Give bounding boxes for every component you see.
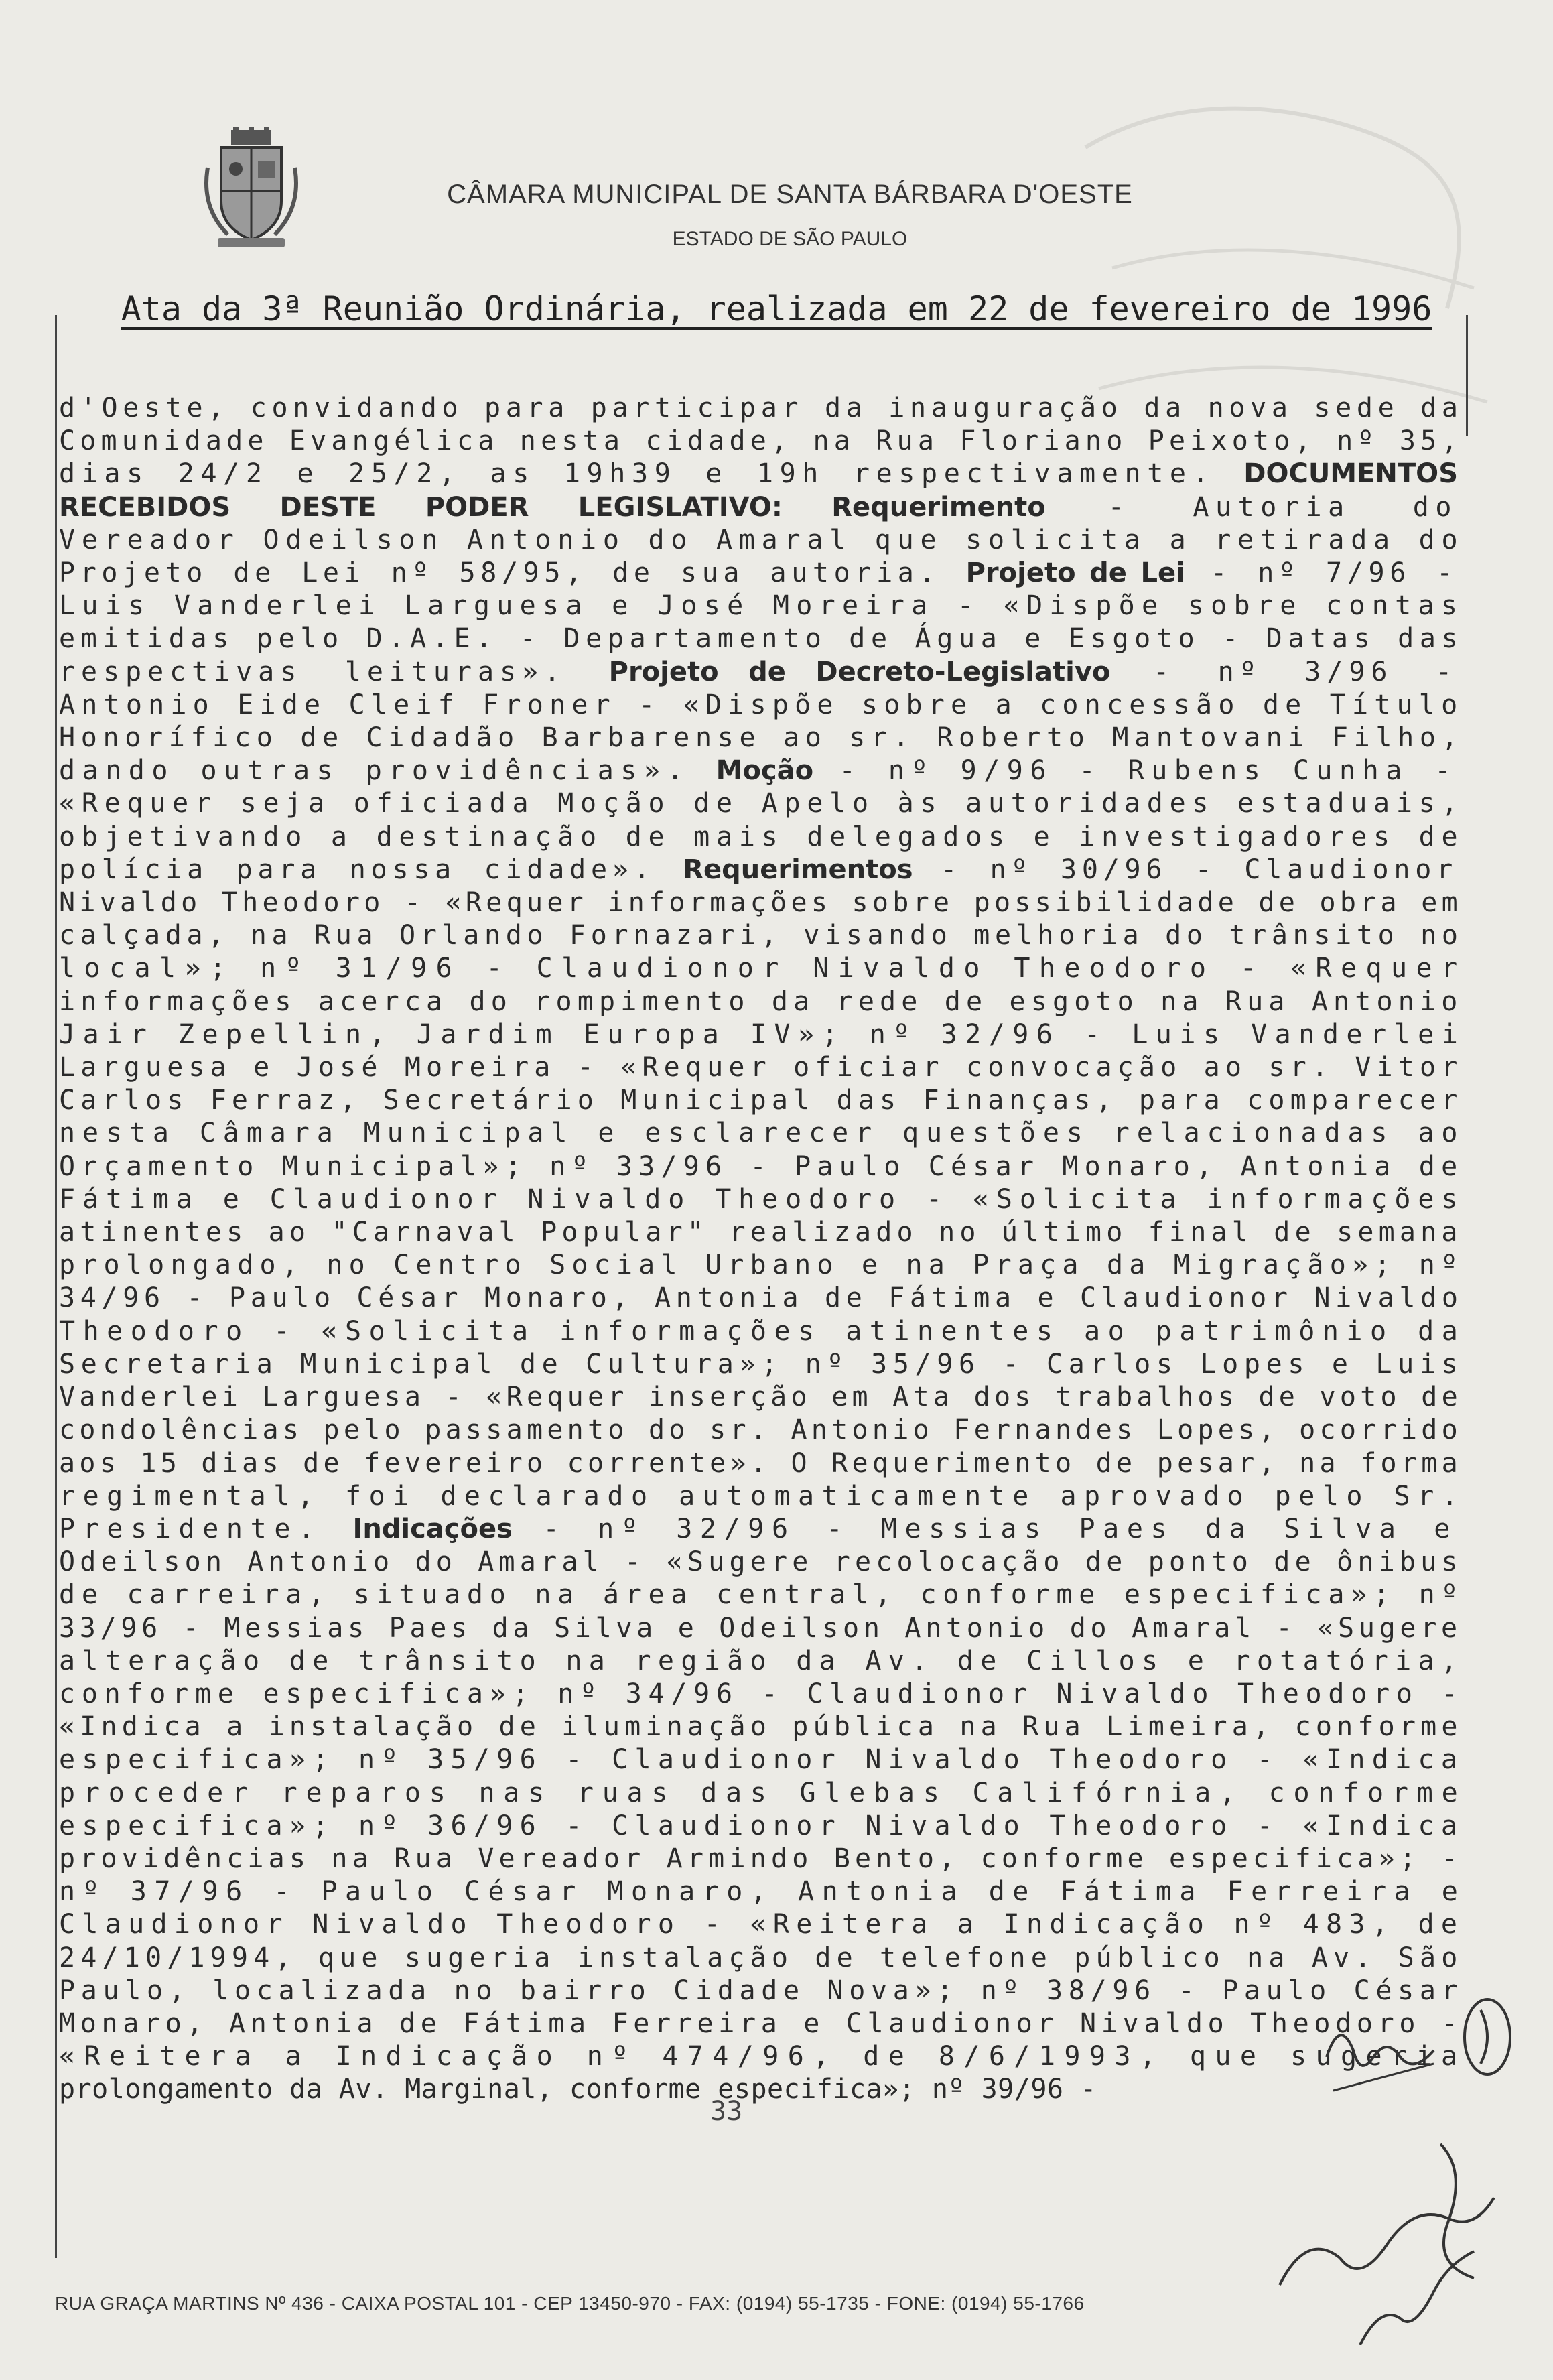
chamber-name: CÂMARA MUNICIPAL DE SANTA BÁRBARA D'OESTE bbox=[447, 180, 1133, 209]
minutes-text: Carlos Ferraz, Secretário Municipal das Finanças, para comparecer bbox=[59, 1085, 1463, 1116]
minutes-line bbox=[59, 1908, 1465, 1941]
minutes-line bbox=[59, 1216, 1463, 1249]
minutes-body bbox=[59, 392, 1467, 2107]
minutes-line bbox=[59, 1875, 1466, 1908]
minutes-text: regimental, foi declarado automaticamente aprovado pelo Sr. bbox=[59, 1480, 1466, 1512]
minutes-text: - nº 3/96 - bbox=[1110, 656, 1458, 687]
minutes-text: atinentes ao "Carnaval Popular" realizado no último final de semana bbox=[59, 1217, 1463, 1248]
bold-section-heading: RECEBIDOS DESTE PODER LEGISLATIVO: Requerimento bbox=[59, 491, 1046, 523]
minutes-text: - nº 30/96 - Claudionor bbox=[913, 854, 1459, 885]
minutes-line bbox=[59, 1282, 1463, 1315]
minutes-line bbox=[59, 1579, 1465, 1611]
minutes-text: 33/96 - Messias Paes da Silva e Odeilson Antonio do Amaral - «Sugere bbox=[59, 1612, 1462, 1644]
minutes-line bbox=[59, 1249, 1464, 1282]
minutes-line bbox=[59, 1743, 1465, 1776]
bold-section-heading: Projeto de Lei bbox=[965, 557, 1185, 589]
minutes-line bbox=[59, 1777, 1467, 1810]
minutes-text: Luis Vanderlei Larguesa e José Moreira - «Dispõe sobre contas bbox=[59, 590, 1465, 622]
minutes-text: - nº 9/96 - Rubens Cunha - bbox=[813, 755, 1458, 787]
bold-section-heading: Projeto de Decreto-Legislativo bbox=[608, 656, 1111, 687]
minutes-text: especifica»; nº 36/96 - Claudionor Nivaldo Theodoro - «Indica bbox=[59, 1810, 1465, 1841]
minutes-text: Honorífico de Cidadão Barbarense ao sr. Roberto Mantovani Filho, bbox=[59, 722, 1464, 754]
footer-address: RUA GRAÇA MARTINS Nº 436 - CAIXA POSTAL 101 - CEP 13450-970 - FAX: (0194) 55-1735 - FONE: (0194) 55-1766 bbox=[55, 2293, 1085, 2314]
minutes-text: «Reitera a Indicação nº 474/96, de 8/6/1993, que sugeria bbox=[59, 2041, 1467, 2072]
minutes-text: especifica»; nº 35/96 - Claudionor Nivaldo Theodoro - «Indica bbox=[59, 1744, 1465, 1776]
minutes-line bbox=[59, 1810, 1465, 1843]
minutes-text: providências na Rua Vereador Armindo Bento, conforme especifica»; - bbox=[59, 1843, 1463, 1874]
minutes-line bbox=[59, 1612, 1462, 1645]
minutes-text: Theodoro - «Solicita informações atinentes ao patrimônio da bbox=[59, 1315, 1466, 1347]
minutes-line bbox=[59, 689, 1464, 722]
bold-section-heading: Requerimentos bbox=[683, 854, 913, 885]
minutes-line bbox=[59, 886, 1462, 919]
right-margin-rule bbox=[1466, 315, 1468, 436]
bold-section-heading: Indicações bbox=[352, 1513, 513, 1544]
minutes-text: Orçamento Municipal»; nº 33/96 - Paulo César Monaro, Antonia de bbox=[59, 1150, 1464, 1182]
minutes-text: de carreira, situado na área central, conforme especifica»; nº bbox=[59, 1579, 1465, 1611]
minutes-text: polícia para nossa cidade». bbox=[59, 854, 683, 885]
minutes-line bbox=[59, 1645, 1465, 1678]
minutes-title: Ata da 3ª Reunião Ordinária, realizada em 22 de fevereiro de 1996 bbox=[121, 289, 1432, 328]
minutes-text: local»; nº 31/96 - Claudionor Nivaldo Theodoro - «Requer bbox=[59, 953, 1467, 984]
minutes-line bbox=[59, 952, 1467, 985]
minutes-text: Larguesa e José Moreira - «Requer oficiar convocação ao sr. Vitor bbox=[59, 1052, 1463, 1083]
minutes-text: condolências pelo passamento do sr. Antonio Fernandes Lopes, ocorrido bbox=[59, 1414, 1462, 1446]
minutes-text: prolongado, no Centro Social Urbano e na Praça da Migração»; nº bbox=[59, 1250, 1464, 1281]
minutes-line bbox=[59, 590, 1465, 622]
minutes-text: - nº 7/96 - bbox=[1185, 557, 1459, 589]
minutes-text: objetivando a destinação de mais delegados e investigadores de bbox=[59, 821, 1465, 852]
left-margin-rule bbox=[55, 315, 57, 2258]
minutes-text: nº 37/96 - Paulo César Monaro, Antonia de Fátima Ferreira e bbox=[59, 1876, 1466, 1908]
minutes-text: «Requer seja oficiada Moção de Apelo às autoridades estaduais, bbox=[59, 788, 1465, 819]
minutes-line bbox=[59, 1480, 1466, 1513]
minutes-line bbox=[59, 1051, 1463, 1084]
minutes-text: prolongamento da Av. Marginal, conforme especifica»; nº 39/96 - bbox=[59, 2074, 1097, 2105]
minutes-line bbox=[59, 1711, 1463, 1743]
minutes-line bbox=[59, 722, 1464, 754]
minutes-line bbox=[59, 919, 1463, 952]
minutes-text: aos 15 dias de fevereiro corrente». O Requerimento de pesar, na forma bbox=[59, 1447, 1462, 1479]
minutes-line bbox=[59, 1018, 1466, 1051]
minutes-line bbox=[59, 1315, 1466, 1348]
minutes-text: calçada, na Rua Orlando Fornazari, visando melhoria do trânsito no bbox=[59, 920, 1463, 951]
minutes-line bbox=[59, 1381, 1462, 1414]
handwritten-signatures bbox=[1239, 1943, 1521, 2345]
minutes-text: alteração de trânsito na região da Av. de Cillos e rotatória, bbox=[59, 1645, 1465, 1676]
minutes-line bbox=[59, 1678, 1465, 1711]
minutes-text: Jair Zepellin, Jardim Europa IV»; nº 32/96 - Luis Vanderlei bbox=[59, 1018, 1466, 1050]
page-number: 33 bbox=[710, 2096, 743, 2127]
minutes-text: Claudionor Nivaldo Theodoro - «Reitera a Indicação nº 483, de bbox=[59, 1909, 1465, 1940]
minutes-line bbox=[59, 1183, 1465, 1216]
state-name: ESTADO DE SÃO PAULO bbox=[672, 228, 908, 250]
minutes-line bbox=[59, 1414, 1462, 1447]
minutes-line bbox=[59, 458, 1458, 490]
minutes-text: proceder reparos nas ruas das Glebas Califórnia, conforme bbox=[59, 1777, 1467, 1808]
minutes-line bbox=[59, 557, 1458, 590]
minutes-line bbox=[59, 754, 1458, 787]
minutes-text: dias 24/2 e 25/2, as 19h39 e 19h respectivamente. bbox=[59, 458, 1244, 490]
minutes-text: informações acerca do rompimento da rede de esgoto na Rua Antonio bbox=[59, 986, 1463, 1017]
minutes-line bbox=[59, 1513, 1458, 1546]
minutes-text: Monaro, Antonia de Fátima Ferreira e Claudionor Nivaldo Theodoro - bbox=[59, 2007, 1463, 2039]
minutes-line bbox=[59, 787, 1465, 820]
minutes-line bbox=[59, 524, 1465, 557]
bold-section-heading: Moção bbox=[716, 755, 814, 787]
minutes-text: Vereador Odeilson Antonio do Amaral que solicita a retirada do bbox=[59, 524, 1465, 555]
minutes-text: dando outras providências». bbox=[59, 755, 716, 787]
minutes-text: nesta Câmara Municipal e esclarecer questões relacionadas ao bbox=[59, 1118, 1465, 1149]
minutes-line bbox=[59, 425, 1463, 458]
minutes-text: d'Oeste, convidando para participar da inauguração da nova sede da bbox=[59, 393, 1463, 423]
minutes-text: 24/10/1994, que sugeria instalação de telefone público na Av. São bbox=[59, 1942, 1463, 1973]
minutes-line bbox=[59, 1447, 1462, 1480]
minutes-text: 34/96 - Paulo César Monaro, Antonia de Fátima e Claudionor Nivaldo bbox=[59, 1282, 1463, 1314]
minutes-line bbox=[59, 392, 1463, 425]
minutes-line bbox=[59, 854, 1458, 886]
minutes-line bbox=[59, 1843, 1463, 1875]
minutes-text: Projeto de Lei nº 58/95, de sua autoria. bbox=[59, 557, 966, 589]
minutes-text: Secretaria Municipal de Cultura»; nº 35/96 - Carlos Lopes e Luis bbox=[59, 1348, 1464, 1380]
minutes-line bbox=[59, 1546, 1463, 1579]
minutes-text: - Autoria do bbox=[1045, 491, 1459, 523]
minutes-text: emitidas pelo D.A.E. - Departamento de Água e Esgoto - Datas das bbox=[59, 623, 1464, 655]
minutes-text: conforme especifica»; nº 34/96 - Claudionor Nivaldo Theodoro - bbox=[59, 1678, 1465, 1709]
bold-section-heading: DOCUMENTOS bbox=[1243, 458, 1458, 490]
minutes-text: Nivaldo Theodoro - «Requer informações sobre possibilidade de obra em bbox=[59, 887, 1462, 919]
minutes-text: Presidente. bbox=[59, 1513, 353, 1544]
minutes-line bbox=[59, 1117, 1465, 1150]
minutes-text: Odeilson Antonio do Amaral - «Sugere recolocação de ponto de ônibus bbox=[59, 1546, 1463, 1578]
minutes-text: «Indica a instalação de iluminação pública na Rua Limeira, conforme bbox=[59, 1711, 1463, 1743]
minutes-line bbox=[59, 821, 1465, 854]
minutes-line bbox=[59, 1150, 1464, 1183]
minutes-line bbox=[59, 1348, 1464, 1381]
minutes-line bbox=[59, 622, 1464, 655]
minutes-text: Comunidade Evangélica nesta cidade, na Rua Floriano Peixoto, nº 35, bbox=[59, 425, 1463, 457]
minutes-line bbox=[59, 1084, 1463, 1117]
minutes-text: Paulo, localizada no bairro Cidade Nova»; nº 38/96 - Paulo César bbox=[59, 1975, 1464, 2006]
minutes-text: Fátima e Claudionor Nivaldo Theodoro - «Solicita informações bbox=[59, 1183, 1465, 1215]
minutes-line bbox=[59, 986, 1463, 1018]
minutes-text: respectivas leituras». bbox=[59, 656, 609, 687]
minutes-text: - nº 32/96 - Messias Paes da Silva e bbox=[512, 1513, 1458, 1544]
minutes-line bbox=[59, 656, 1458, 689]
minutes-line bbox=[59, 491, 1458, 524]
minutes-text: Vanderlei Larguesa - «Requer inserção em Ata dos trabalhos de voto de bbox=[59, 1382, 1462, 1413]
minutes-text: Antonio Eide Cleif Froner - «Dispõe sobre a concessão de Título bbox=[59, 689, 1464, 720]
